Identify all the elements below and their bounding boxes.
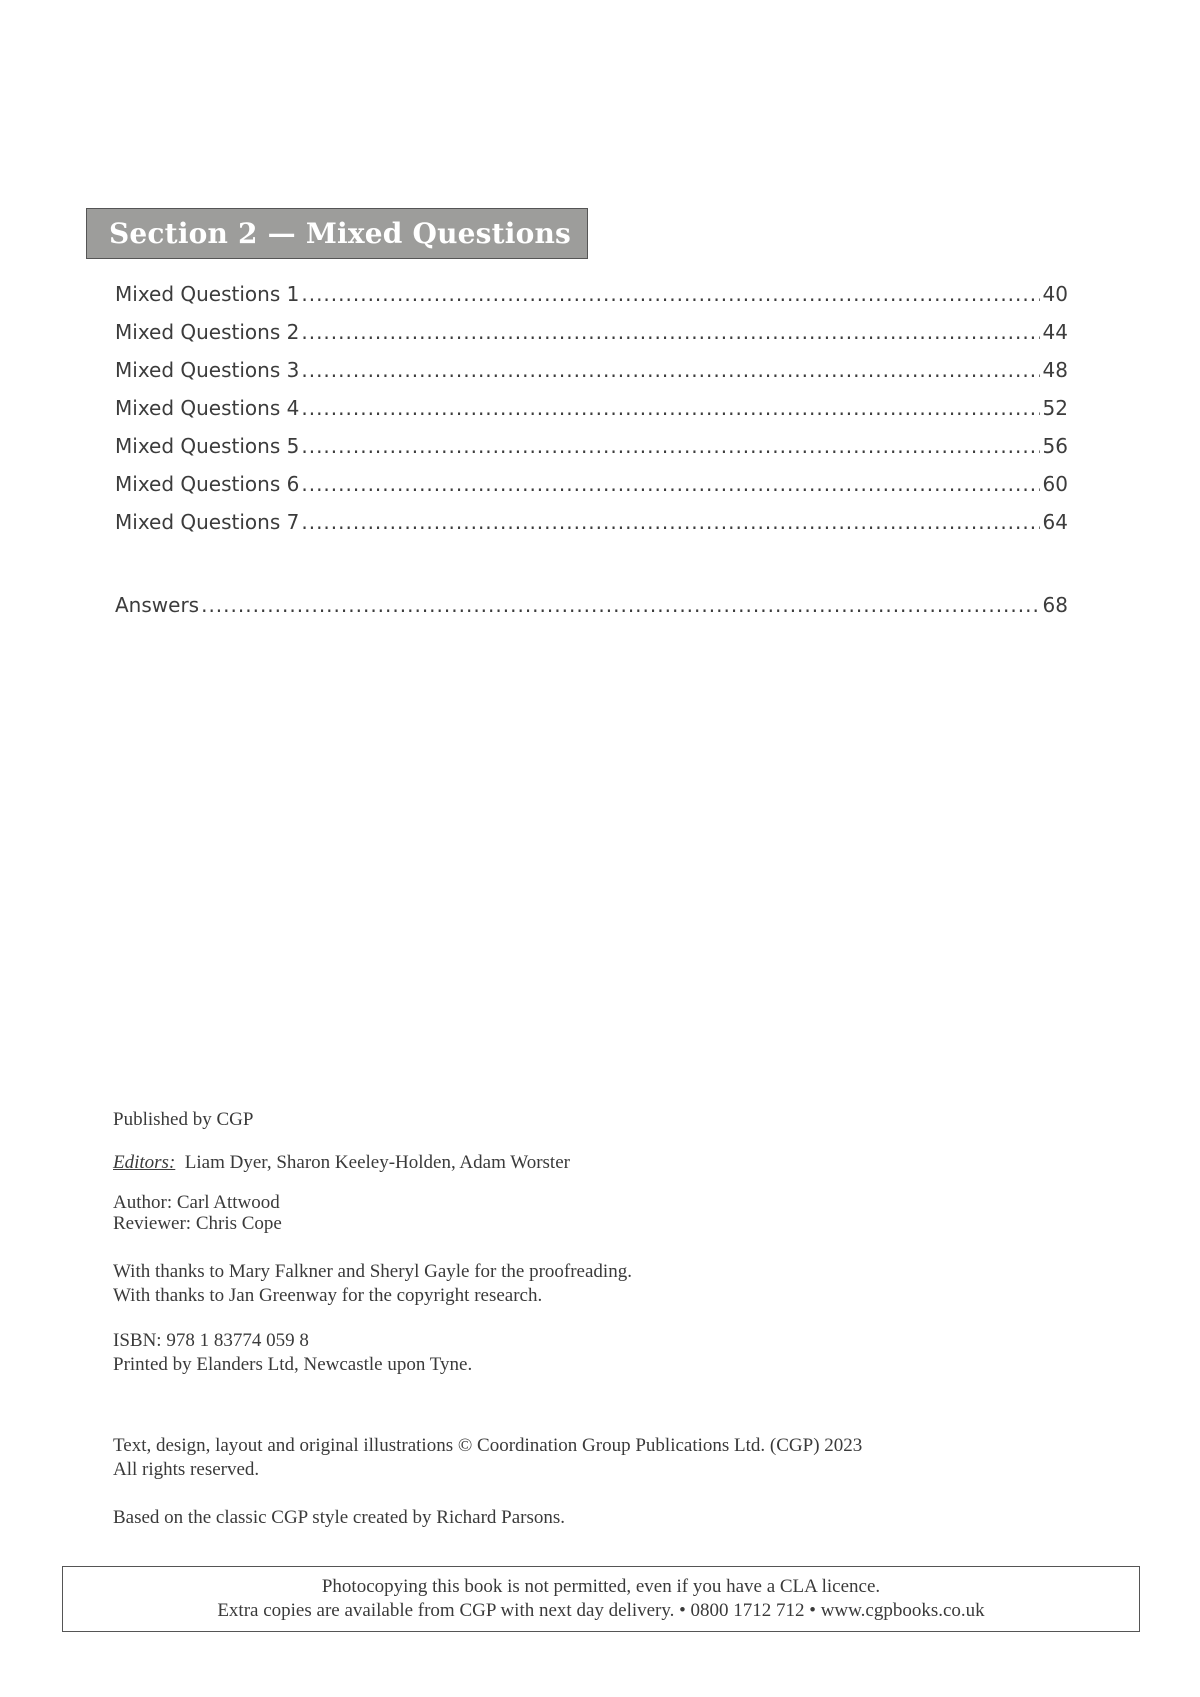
section-header bbox=[86, 208, 588, 259]
editors-line bbox=[113, 1151, 570, 1174]
toc-entry-page: 40 bbox=[1042, 282, 1068, 306]
toc-entry-label: Mixed Questions 5 bbox=[115, 434, 300, 458]
section-title: Section 2 — Mixed Questions bbox=[109, 217, 571, 250]
toc-entry-page: 68 bbox=[1042, 593, 1068, 617]
rights-reserved: All rights reserved. bbox=[113, 1459, 260, 1480]
toc-leader-dots bbox=[301, 396, 1039, 420]
based-on-note: Based on the classic CGP style created by Richard Parsons. bbox=[113, 1507, 566, 1528]
toc-entry-page: 56 bbox=[1042, 434, 1068, 458]
order-info: Extra copies are available from CGP with next day delivery. • 0800 1712 712 • www.cgpbooks.co.uk bbox=[217, 1600, 985, 1621]
photocopy-notice: Photocopying this book is not permitted, even if you have a CLA licence. bbox=[321, 1576, 881, 1597]
toc-leader-dots bbox=[301, 358, 1039, 382]
toc-entry-label: Mixed Questions 1 bbox=[115, 282, 300, 306]
reviewer-line: Reviewer: Chris Cope bbox=[113, 1213, 282, 1234]
toc-leader-dots bbox=[301, 472, 1039, 496]
toc-entry bbox=[115, 282, 1068, 312]
toc-leader-dots bbox=[201, 593, 1039, 617]
toc-entry-page: 44 bbox=[1042, 320, 1068, 344]
toc-leader-dots bbox=[301, 510, 1039, 534]
toc-entry-label: Mixed Questions 7 bbox=[115, 510, 300, 534]
thanks-copyright: With thanks to Jan Greenway for the copyright research. bbox=[113, 1285, 543, 1306]
published-by: Published by CGP bbox=[113, 1109, 254, 1130]
author-line: Author: Carl Attwood bbox=[113, 1192, 280, 1213]
toc-entry-answers bbox=[115, 593, 1068, 623]
toc-entry-page: 52 bbox=[1042, 396, 1068, 420]
printed-by: Printed by Elanders Ltd, Newcastle upon Tyne. bbox=[113, 1354, 473, 1375]
photocopy-notice-box bbox=[62, 1566, 1140, 1632]
copyright-notice: Text, design, layout and original illustrations © Coordination Group Publications Ltd. (CGP) 2023 bbox=[113, 1435, 863, 1456]
thanks-proofreading: With thanks to Mary Falkner and Sheryl Gayle for the proofreading. bbox=[113, 1261, 632, 1282]
toc-entry bbox=[115, 472, 1068, 502]
toc-entry-label: Mixed Questions 6 bbox=[115, 472, 300, 496]
toc-leader-dots bbox=[301, 434, 1039, 458]
toc-entry bbox=[115, 396, 1068, 426]
toc-leader-dots bbox=[301, 320, 1039, 344]
editors-names: Liam Dyer, Sharon Keeley-Holden, Adam Worster bbox=[184, 1152, 570, 1173]
toc-entry-page: 60 bbox=[1042, 472, 1068, 496]
toc-leader-dots bbox=[301, 282, 1039, 306]
toc-entry-label: Mixed Questions 4 bbox=[115, 396, 300, 420]
editors-label: Editors: bbox=[113, 1152, 176, 1173]
toc-entry-label: Mixed Questions 3 bbox=[115, 358, 300, 382]
toc-entry-page: 48 bbox=[1042, 358, 1068, 382]
toc-entry-label: Answers bbox=[115, 593, 200, 617]
isbn: ISBN: 978 1 83774 059 8 bbox=[113, 1330, 309, 1351]
toc-entry bbox=[115, 358, 1068, 388]
toc-entry bbox=[115, 434, 1068, 464]
toc-entry bbox=[115, 320, 1068, 350]
toc-entry-page: 64 bbox=[1042, 510, 1068, 534]
toc-entry bbox=[115, 510, 1068, 540]
toc-entry-label: Mixed Questions 2 bbox=[115, 320, 300, 344]
